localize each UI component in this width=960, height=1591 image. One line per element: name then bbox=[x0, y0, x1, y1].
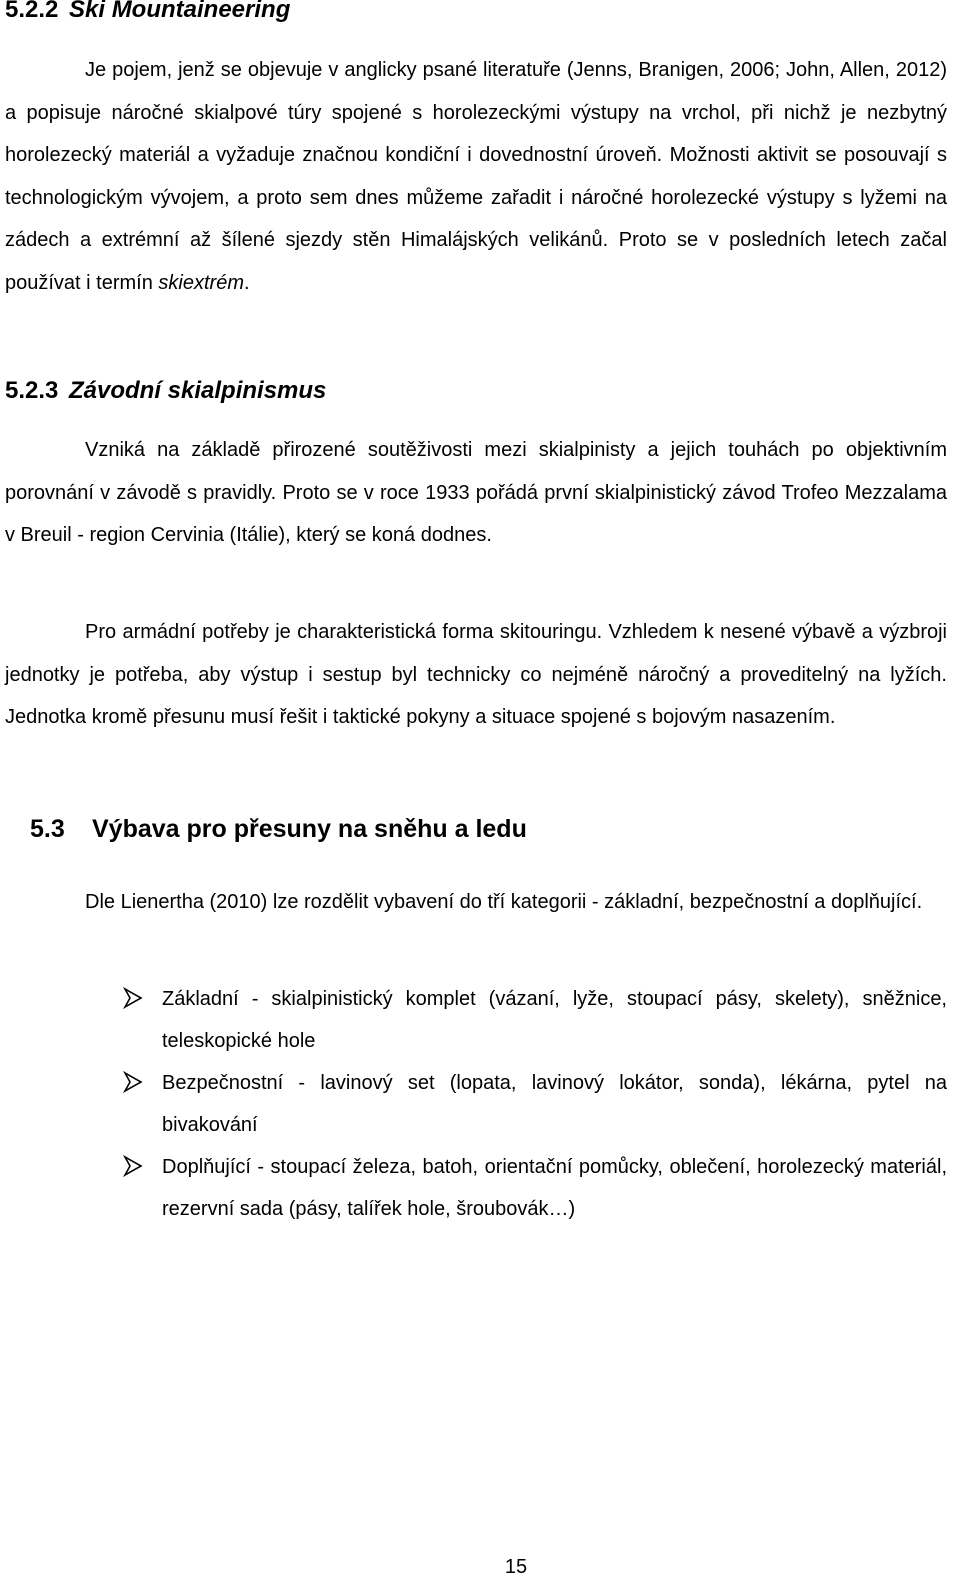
heading-5-3 bbox=[30, 814, 527, 844]
paragraph-text: Pro armádní potřeby je charakteristická forma skitouringu. Vzhledem k nesené výbavě a výzbroji jednotky je potřeba, aby výstup i sestup byl technicky co nejméně náročný a proveditelný na lyžích. Jednotka kromě přesunu musí řešit i taktické pokyny a situace spojené s bojovým nasazením. bbox=[5, 621, 947, 728]
page-number: 15 bbox=[504, 1556, 528, 1578]
list-item bbox=[0, 1062, 947, 1146]
heading-5-2-2 bbox=[5, 0, 290, 24]
paragraph-text: Je pojem, jenž se objevuje v anglicky psané literatuře (Jenns, Branigen, 2006; John, Allen, 2012) a popisuje náročné skialpové túry spojené s horolezeckými výstupy na vrchol, při nichž je nezbytný horolezecký materiál a vyžaduje značnou kondiční i dovednostní úroveň. Možnosti aktivit se posouvají s technologickým vývojem, a proto sem dnes můžeme zařadit i náročné horolezecké výstupy s lyžemi na zádech a extrémní až šílené sjezdy stěn Himalájských velikánů. Proto se v posledních letech začal používat i termín bbox=[5, 59, 947, 294]
arrowhead-bullet-icon bbox=[122, 987, 144, 1009]
heading-title: Ski Mountaineering bbox=[69, 0, 291, 23]
heading-number: 5.3 bbox=[30, 815, 65, 843]
paragraph-text: Vzniká na základě přirozené soutěživosti mezi skialpinisty a jejich touhách po objektivním porovnání v závodě s pravidly. Proto se v roce 1933 pořádá první skialpinistický závod Trofeo Mezzalama v Breuil - region Cervinia (Itálie), který se koná dodnes. bbox=[5, 439, 947, 546]
arrowhead-bullet-icon bbox=[122, 1071, 144, 1093]
heading-number: 5.2.2 bbox=[5, 0, 59, 23]
paragraph-zavodni-1 bbox=[5, 429, 947, 557]
equipment-list bbox=[0, 978, 960, 1230]
paragraph-text: Dle Lienertha (2010) lze rozdělit vybavení do tří kategorii - základní, bezpečnostní a doplňující. bbox=[85, 891, 923, 913]
list-item bbox=[0, 1146, 947, 1230]
paragraph-vybava bbox=[5, 881, 947, 924]
list-item bbox=[0, 978, 947, 1062]
paragraph-ski-mountaineering bbox=[5, 49, 947, 304]
arrowhead-bullet-icon bbox=[122, 1155, 144, 1177]
heading-title: Závodní skialpinismus bbox=[69, 377, 327, 404]
heading-number: 5.2.3 bbox=[5, 377, 59, 404]
paragraph-zavodni-2 bbox=[5, 611, 947, 739]
list-item-text: Bezpečnostní - lavinový set (lopata, lavinový lokátor, sonda), lékárna, pytel na bivakování bbox=[162, 1072, 947, 1136]
paragraph-end: . bbox=[243, 271, 250, 294]
list-item-text: Doplňující - stoupací železa, batoh, orientační pomůcky, oblečení, horolezecký materiál, rezervní sada (pásy, talířek hole, šroubovák…) bbox=[162, 1156, 947, 1220]
heading-title: Výbava pro přesuny na sněhu a ledu bbox=[92, 815, 527, 843]
list-item-text: Základní - skialpinistický komplet (vázaní, lyže, stoupací pásy, skelety), sněžnice, teleskopické hole bbox=[162, 988, 947, 1052]
term-skiextrem: skiextrém bbox=[158, 271, 244, 294]
heading-5-2-3 bbox=[5, 377, 326, 405]
